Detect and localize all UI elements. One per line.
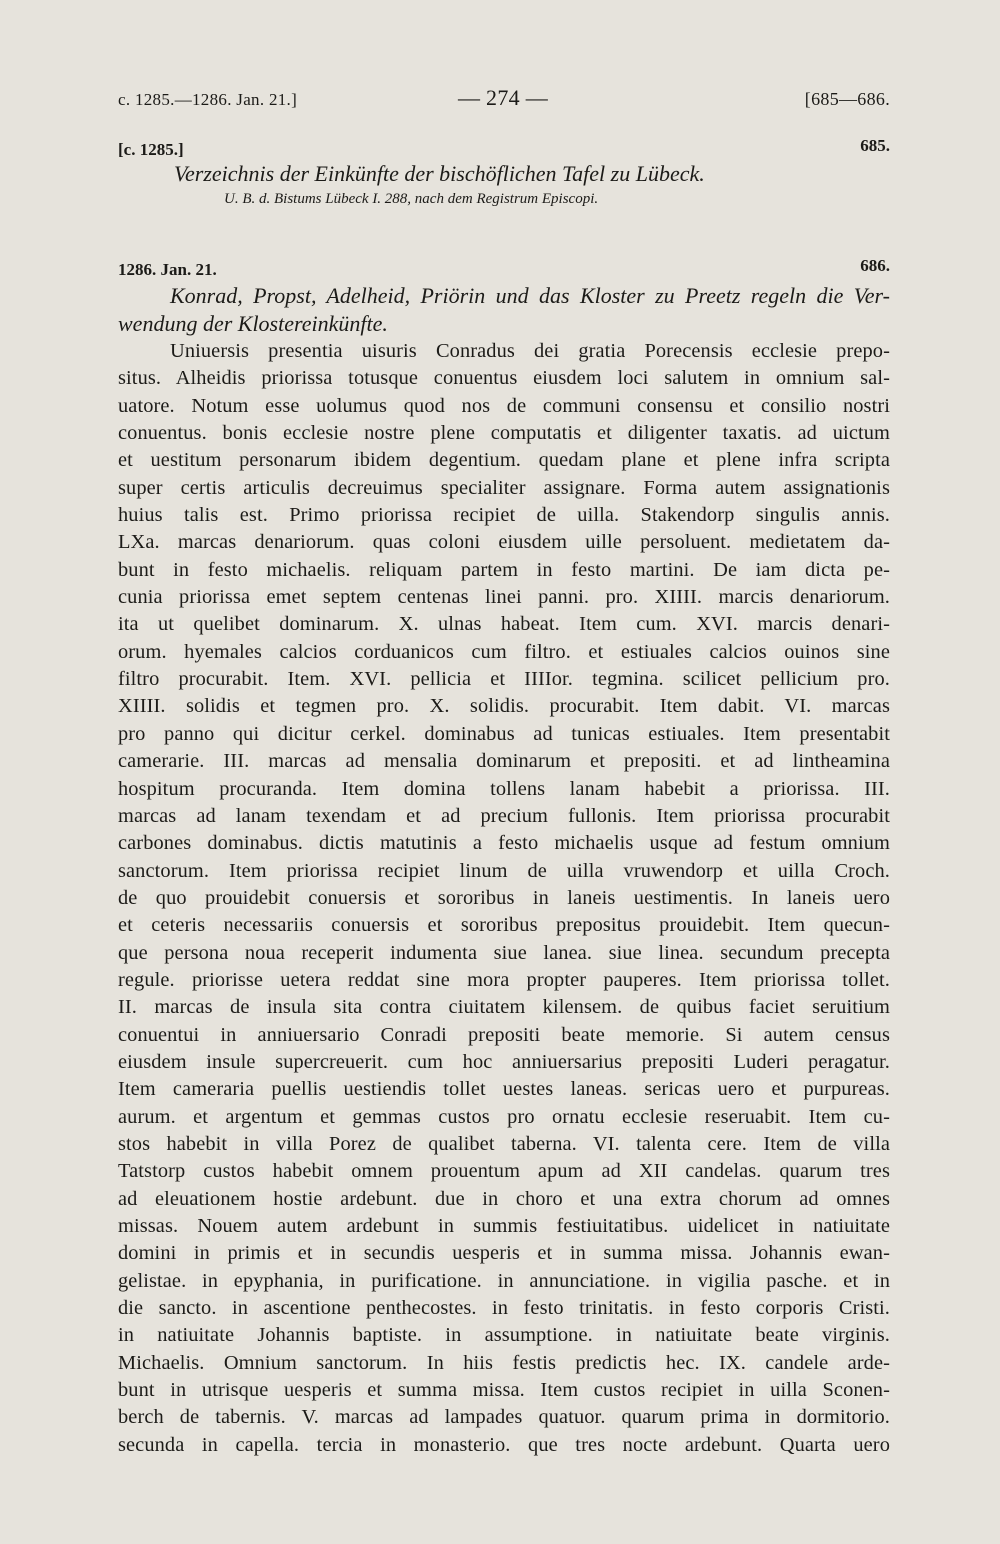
text-line: situs. Alheidis priorissa totusque conuentus eiusdem loci salutem in omnium sal- <box>118 367 890 390</box>
text-line: pro panno qui dicitur cerkel. dominabus ad tunicas estiuales. Item presentabit <box>118 722 890 745</box>
header-entry-range: [685—686. <box>804 89 890 109</box>
text-line: filtro procurabit. Item. XVI. pellicia et IIIIor. tegmina. scilicet pellicium pro. <box>118 668 890 691</box>
text-line: conuentui in anniuersario Conradi prepositi beate memorie. Si autem census <box>118 1023 890 1046</box>
entry-686 <box>118 256 890 1459</box>
text-line: domini in primis et in secundis uesperis et in summa missa. Johannis ewan- <box>118 1242 890 1265</box>
entry-685 <box>118 136 890 210</box>
text-line: bunt in utrisque uesperis et summa missa. Item custos recipiet in uilla Sconen- <box>118 1379 890 1402</box>
text-line: carbones dominabus. dictis matutinis a festo michaelis usque ad festum omnium <box>118 832 890 855</box>
text-line: huius talis est. Primo priorissa recipiet de uilla. Stakendorp singulis annis. <box>118 504 890 527</box>
entry-686-dateline <box>118 256 890 286</box>
text-line: Michaelis. Omnium sanctorum. In hiis festis predictis hec. IX. candele arde- <box>118 1351 890 1374</box>
entry-686-number: 686. <box>860 256 890 275</box>
text-line: secunda in capella. tercia in monasterio. que tres nocte ardebunt. Quarta uero <box>118 1433 890 1456</box>
text-line: ad eleuationem hostie ardebunt. due in choro et una extra chorum ad omnes <box>118 1187 890 1210</box>
running-header <box>118 85 890 118</box>
text-line: camerarie. III. marcas ad mensalia dominarum et prepositi. et ad lintheamina <box>118 750 890 773</box>
text-line: aurum. et argentum et gemmas custos pro ornatu ecclesie reseruabit. Item cu- <box>118 1105 890 1128</box>
entry-685-dateline <box>118 136 890 166</box>
text-line: et uestitum personarum ibidem degentium. quedam plane et plene infra scripta <box>118 449 890 472</box>
text-line: stos habebit in villa Porez de qualibet taberna. VI. talenta cere. Item de villa <box>118 1132 890 1155</box>
text-line: conuentus. bonis ecclesie nostre plene computatis et diligenter taxatis. ad uictum <box>118 422 890 445</box>
entry-686-charter-text <box>118 338 890 1459</box>
text-line: de quo prouidebit conuersis et sororibus in laneis uestimentis. In laneis uero <box>118 886 890 909</box>
entry-685-number: 685. <box>860 136 890 155</box>
text-line: II. marcas de insula sita contra ciuitatem kilensem. de quibus faciet seruitium <box>118 996 890 1019</box>
text-line: super certis articulis decreuimus specialiter assignare. Forma autem assignationis <box>118 476 890 499</box>
entry-686-date: 1286. Jan. 21. <box>118 260 217 279</box>
text-line: LXa. marcas denariorum. quas coloni eiusdem uille persoluent. medietatem da- <box>118 531 890 554</box>
text-line: in natiuitate Johannis baptiste. in assumptione. in natiuitate beate virginis. <box>118 1324 890 1347</box>
text-line: Uniuersis presentia uisuris Conradus dei gratia Porecensis ecclesie prepo- <box>170 340 890 362</box>
text-line: bunt in festo michaelis. reliquam partem in festo martini. De iam dicta pe- <box>118 558 890 581</box>
text-line: que persona noua receperit indumenta siue lanea. siue linea. secundum precepta <box>118 941 890 964</box>
entry-686-title-line-2: wendung der Klostereinkünfte. <box>118 311 388 336</box>
text-line: cunia priorissa emet septem centenas linei panni. pro. XIIII. marcis denariorum. <box>118 586 890 609</box>
text-line: XIIII. solidis et tegmen pro. X. solidis. procurabit. Item dabit. VI. marcas <box>118 695 890 718</box>
text-line: orum. hyemales calcios corduanicos cum filtro. et estiuales calcios ouinos sine <box>118 640 890 663</box>
entry-685-source: U. B. d. Bistums Lübeck I. 288, nach dem Registrum Episcopi. <box>224 191 599 207</box>
text-line: ita ut quelibet dominarum. X. ulnas habeat. Item cum. XVI. marcis denari- <box>118 613 890 636</box>
entry-685-date: [c. 1285.] <box>118 140 184 159</box>
text-line: et ceteris necessariis conuersis et sororibus prepositus prouidebit. Item quecun- <box>118 914 890 937</box>
page-number: — 274 — <box>457 85 549 110</box>
text-line: die sancto. in ascentione penthecostes. in festo trinitatis. in festo corporis Cristi. <box>118 1297 890 1320</box>
text-line: hospitum procuranda. Item domina tollens lanam habebit a priorissa. III. <box>118 777 890 800</box>
text-line: regule. priorisse uetera reddat sine mora propter pauperes. Item priorissa tollet. <box>118 968 890 991</box>
text-line: marcas ad lanam texendam et ad precium fullonis. Item priorissa procurabit <box>118 804 890 827</box>
text-line: berch de tabernis. V. marcas ad lampades quatuor. quarum prima in dormitorio. <box>118 1406 890 1429</box>
entry-686-title-line-1: Konrad, Propst, Adelheid, Priörin und das Kloster zu Preetz regeln die Ver- <box>170 283 890 308</box>
text-line: Item cameraria puellis uestiendis tollet uestes laneas. sericas uero et purpureas. <box>118 1078 890 1101</box>
text-line: uatore. Notum esse uolumus quod nos de communi consensu et consilio nostri <box>118 394 890 417</box>
header-date-range: c. 1285.—1286. Jan. 21.] <box>118 90 298 109</box>
text-line: sanctorum. Item priorissa recipiet linum de uilla vruwendorp et uilla Croch. <box>118 859 890 882</box>
text-line: eiusdem insule supercreuerit. cum hoc anniuersarius prepositi Luderi peragatur. <box>118 1050 890 1073</box>
entry-685-title: Verzeichnis der Einkünfte der bischöflichen Tafel zu Lübeck. <box>174 161 705 186</box>
text-line: Tatstorp custos habebit omnem prouentum apum ad XII candelas. quarum tres <box>118 1160 890 1183</box>
text-line: gelistae. in epyphania, in purificatione. in annunciatione. in vigilia pasche. et in <box>118 1269 890 1292</box>
text-line: missas. Nouem autem ardebunt in summis festiuitatibus. uidelicet in natiuitate <box>118 1215 890 1237</box>
